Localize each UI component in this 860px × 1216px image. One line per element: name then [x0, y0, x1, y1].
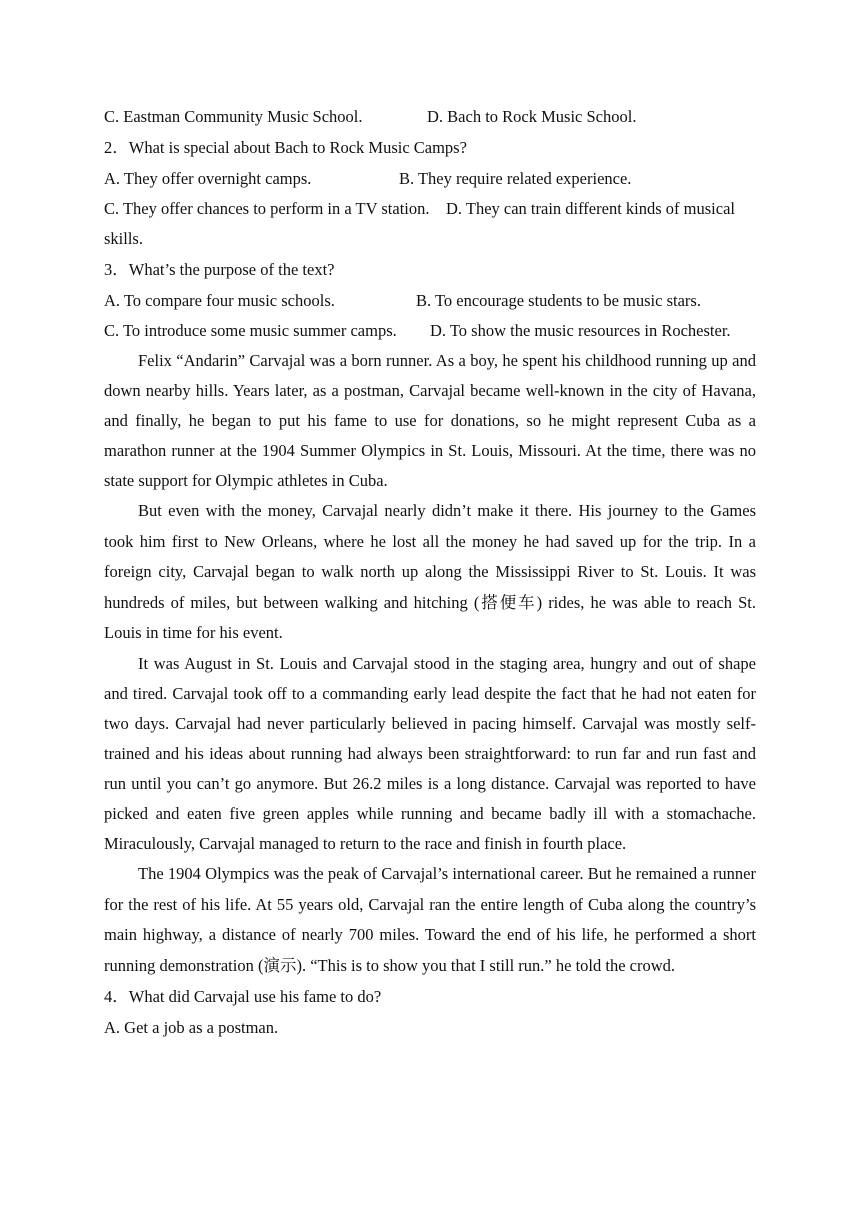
option-a: A. To compare four music schools. — [104, 291, 335, 310]
option-c: C. They offer chances to perform in a TV station. — [104, 199, 430, 218]
option-d: D. Bach to Rock Music School. — [427, 107, 637, 126]
q1-options-cd — [104, 102, 756, 132]
question-2-stem: 2．What is special about Bach to Rock Music Camps? — [104, 138, 467, 157]
option-c: C. Eastman Community Music School. — [104, 107, 363, 126]
q3-options-cd — [104, 316, 756, 346]
q2-options-ab — [104, 164, 756, 194]
document-page — [104, 102, 756, 1043]
q4-option-a: A. Get a job as a postman. — [104, 1018, 279, 1038]
passage-paragraph-3: It was August in St. Louis and Carvajal stood in the staging area, hungry and out of shape and tired. Carvajal took off to a commanding early lead despite the fact that he had not eaten for two days. Carvajal had never particularly believed in pacing himself. Carvajal was mostly self-trained and his ideas about running had always been straightforward: to run far and run fast and run until you can’t go anymore. But 26.2 miles is a long distance. Carvajal was reported to have picked and eaten five green apples while running and became badly ill with a stomachache. Miraculously, Carvajal managed to return to the race and finish in fourth place. — [104, 653, 756, 853]
option-b: B. They require related experience. — [399, 169, 632, 188]
option-d: D. They can train different kinds of musical skills. — [104, 199, 735, 248]
option-d: D. To show the music resources in Rochester. — [430, 321, 731, 340]
passage-paragraph-1: Felix “Andarin” Carvajal was a born runner. As a boy, he spent his childhood running up and down nearby hills. Years later, as a postman, Carvajal became well-known in the city of Havana, and finally, he began to put his fame to use for donations, so he might represent Cuba as a marathon runner at the 1904 Summer Olympics in St. Louis, Missouri. At the time, there was no state support for Olympic athletes in Cuba. — [104, 351, 756, 490]
option-a: A. They offer overnight camps. — [104, 169, 312, 188]
question-3-stem: 3．What’s the purpose of the text? — [104, 260, 335, 279]
passage-paragraph-2: But even with the money, Carvajal nearly didn’t make it there. His journey to the Games took him first to New Orleans, where he lost all the money he had saved up for the trip. In a foreign city, Carvajal began to walk north up along the Mississippi River to St. Louis. It was hundreds of miles, but between walking and hitching (搭便车) rides, he was able to reach St. Louis in time for his event. — [104, 501, 756, 643]
q2-options-cd — [104, 194, 756, 254]
option-b: B. To encourage students to be music stars. — [416, 291, 701, 310]
option-c: C. To introduce some music summer camps. — [104, 321, 397, 340]
q3-options-ab — [104, 286, 756, 316]
question-4-stem: 4．What did Carvajal use his fame to do? — [104, 987, 382, 1007]
passage-paragraph-4: The 1904 Olympics was the peak of Carvajal’s international career. But he remained a runner for the rest of his life. At 55 years old, Carvajal ran the entire length of Cuba along the country’s main highway, a distance of nearly 700 miles. Toward the end of his life, he performed a short running demonstration (演示). “This is to show you that I still run.” he told the crowd. — [104, 863, 756, 975]
